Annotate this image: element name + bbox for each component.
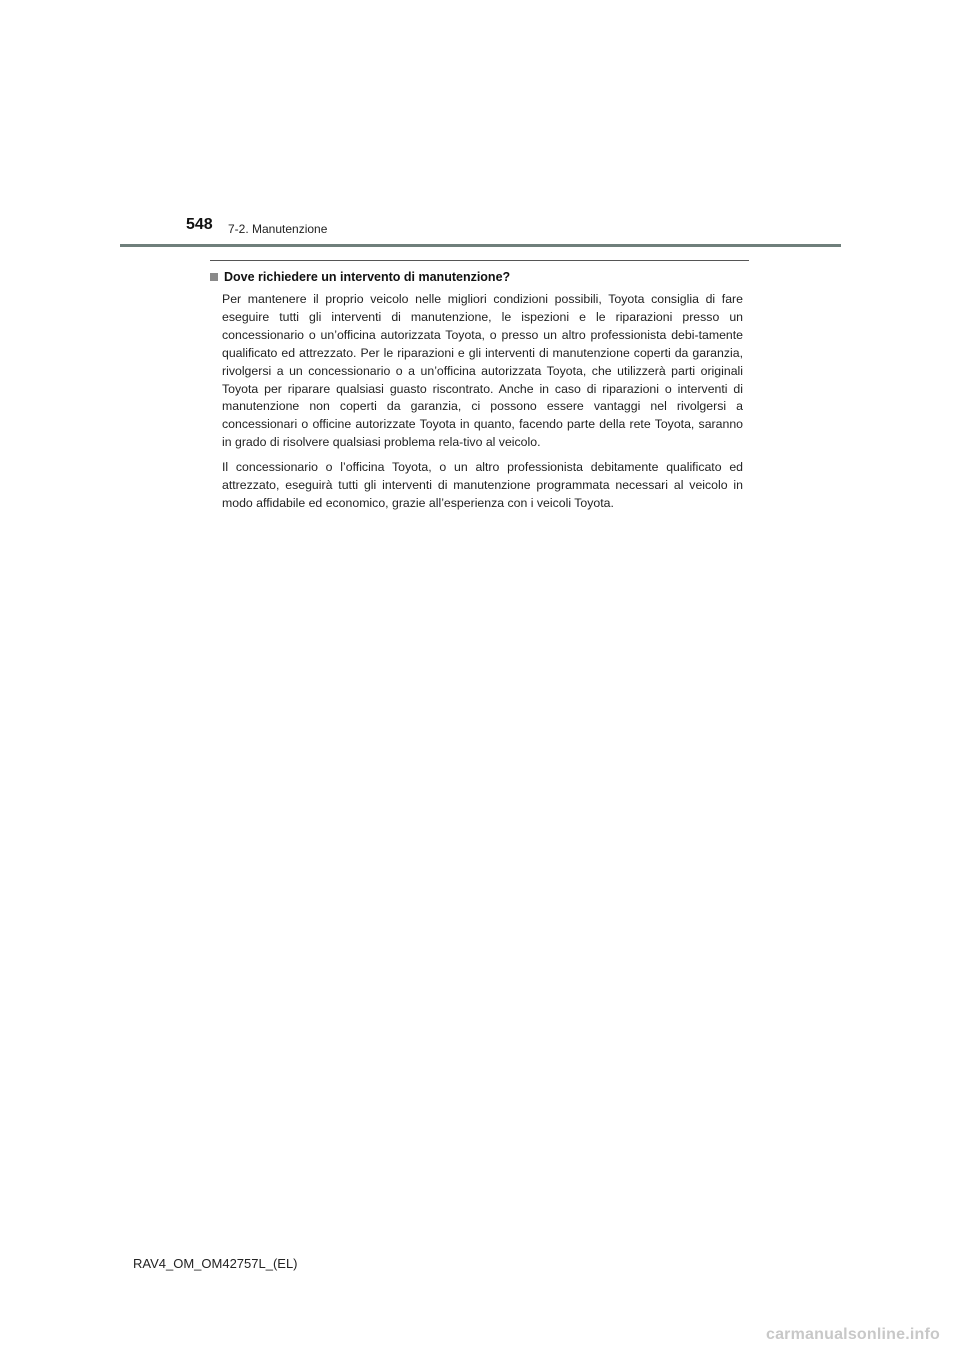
section-heading [210,268,743,286]
paragraph-1: Per mantenere il proprio veicolo nelle migliori condizioni possibili, Toyota consiglia di fare eseguire tutti gli interventi di manutenzione, le ispezioni e le riparazioni presso un concessionario o un’officina autorizzata Toyota, o presso un altro professionista debi-tamente qualificato ed attrezzato. Per le riparazioni e gli interventi di manutenzione coperti da garanzia, rivolgersi a un concessionario o a un’officina autorizzata Toyota, che utilizzerà parti originali Toyota per riparare qualsiasi guasto riscontrato. Anche in caso di riparazioni o interventi di manutenzione non coperti da garanzia, ci possono essere vantaggi nel rivolgersi a concessionari o officine autorizzate Toyota in quanto, facendo parte della rete Toyota, saranno in grado di risolvere qualsiasi problema rela-tivo al veicolo. [222,292,743,450]
paragraph-2: Il concessionario o l’officina Toyota, o un altro professionista debitamente qualificato ed attrezzato, eseguirà tutti gli interventi di manutenzione programmata necessari al veicolo in modo affidabile ed economico, grazie all’esperienza con i veicoli Toyota. [222,460,743,510]
section-label: 7-2. Manutenzione [228,222,328,236]
header-rule [120,244,841,247]
content-rule [210,260,749,261]
document-code: RAV4_OM_OM42757L_(EL) [133,1256,298,1271]
content-section [210,268,743,513]
watermark-text: carmanualsonline.info [765,1326,940,1343]
section-heading-text: Dove richiedere un intervento di manutenzione? [224,270,511,284]
square-bullet-icon [210,273,218,281]
page-number: 548 [186,216,213,233]
